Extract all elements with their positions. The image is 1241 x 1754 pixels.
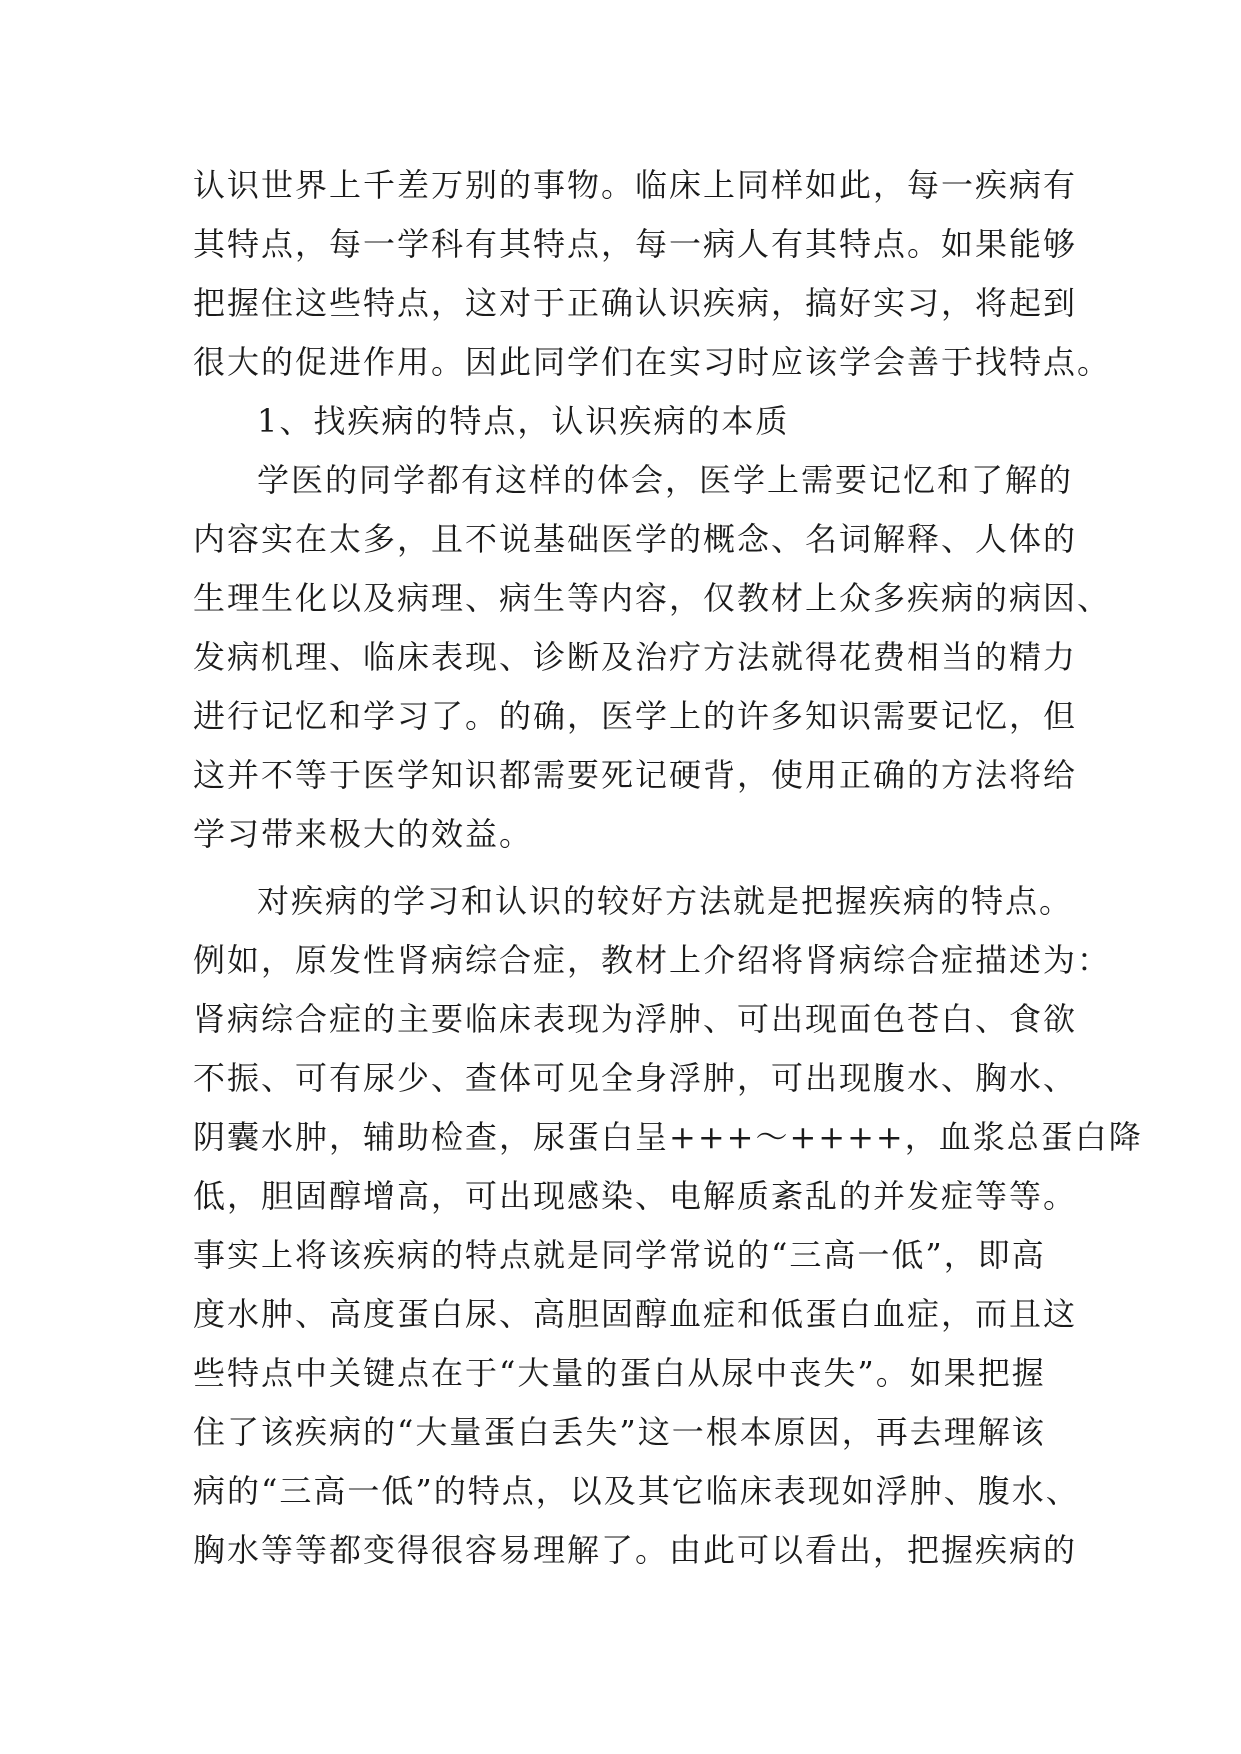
text-line: 些特点中关键点在于“大量的蛋白从尿中丧失”。如果把握 <box>193 1354 1046 1392</box>
text-line: 胸水等等都变得很容易理解了。由此可以看出，把握疾病的 <box>193 1531 1078 1569</box>
text-line: 学习带来极大的效益。 <box>193 815 534 853</box>
body-text <box>193 156 1143 1580</box>
text-line: 把握住这些特点，这对于正确认识疾病，搞好实习，将起到 <box>193 284 1078 322</box>
text-line: 发病机理、临床表现、诊断及治疗方法就得花费相当的精力 <box>193 638 1078 676</box>
text-line: 度水肿、高度蛋白尿、高胆固醇血症和低蛋白血症，而且这 <box>193 1295 1078 1333</box>
text-line: 低，胆固醇增高，可出现感染、电解质紊乱的并发症等等。 <box>193 1177 1078 1215</box>
text-line: 内容实在太多，且不说基础医学的概念、名词解释、人体的 <box>193 520 1078 558</box>
paragraph-first-line: 对疾病的学习和认识的较好方法就是把握疾病的特点。 <box>257 882 1074 920</box>
section-heading: 1、找疾病的特点，认识疾病的本质 <box>257 402 790 440</box>
text-line: 阴囊水肿，辅助检查，尿蛋白呈+++～++++，血浆总蛋白降 <box>193 1118 1143 1156</box>
text-line: 这并不等于医学知识都需要死记硬背，使用正确的方法将给 <box>193 756 1078 794</box>
text-line: 很大的促进作用。因此同学们在实习时应该学会善于找特点。 <box>193 343 1112 381</box>
paragraph-first-line: 学医的同学都有这样的体会，医学上需要记忆和了解的 <box>257 461 1074 499</box>
text-line: 事实上将该疾病的特点就是同学常说的“三高一低”，即高 <box>193 1236 1046 1274</box>
text-line: 生理生化以及病理、病生等内容，仅教材上众多疾病的病因、 <box>193 579 1112 617</box>
text-line: 进行记忆和学习了。的确，医学上的许多知识需要记忆，但 <box>193 697 1078 735</box>
text-line: 肾病综合症的主要临床表现为浮肿、可出现面色苍白、食欲 <box>193 1000 1078 1038</box>
text-line: 不振、可有尿少、查体可见全身浮肿，可出现腹水、胸水、 <box>193 1059 1078 1097</box>
text-line: 认识世界上千差万别的事物。临床上同样如此，每一疾病有 <box>193 166 1078 204</box>
text-line: 例如，原发性肾病综合症，教材上介绍将肾病综合症描述为： <box>193 941 1112 979</box>
text-line: 病的“三高一低”的特点，以及其它临床表现如浮肿、腹水、 <box>193 1472 1080 1510</box>
text-line: 其特点，每一学科有其特点，每一病人有其特点。如果能够 <box>193 225 1078 263</box>
text-line: 住了该疾病的“大量蛋白丢失”这一根本原因，再去理解该 <box>193 1413 1046 1451</box>
